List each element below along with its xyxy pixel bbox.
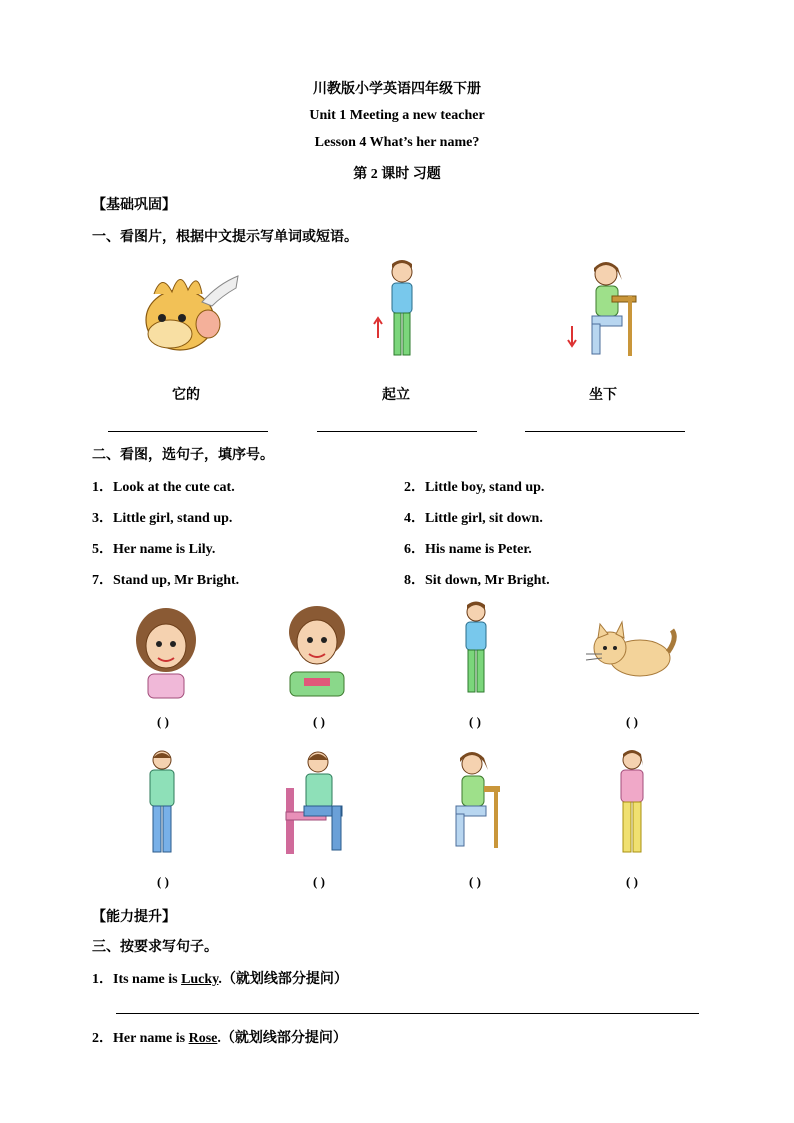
cat-icon <box>582 618 678 688</box>
part3-heading: 三、按要求写句子。 <box>92 940 218 955</box>
answer-paren-2[interactable]: ( ) <box>313 714 325 729</box>
part1-label-sit-down: 坐下 <box>589 388 617 403</box>
sentence-7: 7．Stand up, Mr Bright. <box>92 573 240 588</box>
question-1-suffix: .（就划线部分提问） <box>218 972 348 987</box>
girl-sitting-icon <box>562 256 642 372</box>
girl-sitting-small-icon <box>444 748 504 860</box>
answer-paren-7[interactable]: ( ) <box>469 874 481 889</box>
part1-heading: 一、看图片，根据中文提示写单词或短语。 <box>92 230 358 245</box>
question-2 <box>92 1027 347 1047</box>
part2-heading: 二、看图，选句子，填序号。 <box>92 448 274 463</box>
sentence-6: 6．His name is Peter. <box>404 542 532 557</box>
section-basic: 【基础巩固】 <box>92 198 176 213</box>
answer-line-2[interactable] <box>317 431 477 432</box>
sentence-5: 5．Her name is Lily. <box>92 542 216 557</box>
answer-paren-6[interactable]: ( ) <box>313 874 325 889</box>
sentence-2: 2．Little boy, stand up. <box>404 480 545 495</box>
answer-line-3[interactable] <box>525 431 685 432</box>
girl-lily-portrait-icon <box>130 604 202 700</box>
sentence-3: 3．Little girl, stand up. <box>92 511 233 526</box>
monkey-ear-icon <box>132 262 242 362</box>
boy-standing-icon <box>370 258 430 370</box>
unit-title: Unit 1 Meeting a new teacher <box>309 108 485 123</box>
sentence-8: 8．Sit down, Mr Bright. <box>404 573 550 588</box>
answer-paren-1[interactable]: ( ) <box>157 714 169 729</box>
answer-paren-5[interactable]: ( ) <box>157 874 169 889</box>
answer-paren-4[interactable]: ( ) <box>626 714 638 729</box>
answer-line-1[interactable] <box>108 431 268 432</box>
question-1-underlined: Lucky <box>181 972 219 987</box>
period-title: 第 2 课时 习题 <box>353 167 441 182</box>
worksheet-title: 川教版小学英语四年级下册 <box>313 82 481 97</box>
question-1-prefix: 1．Its name is <box>92 972 182 987</box>
sentence-4: 4．Little girl, sit down. <box>404 511 543 526</box>
answer-paren-3[interactable]: ( ) <box>469 714 481 729</box>
question-2-prefix: 2．Her name is <box>92 1031 189 1046</box>
part1-label-its: 它的 <box>172 388 200 403</box>
answer-line-q1[interactable] <box>116 1013 699 1014</box>
boy-peter-portrait-icon <box>284 602 350 698</box>
answer-paren-8[interactable]: ( ) <box>626 874 638 889</box>
question-1 <box>92 968 348 988</box>
lesson-title: Lesson 4 What’s her name? <box>314 135 480 150</box>
sentence-1: 1．Look at the cute cat. <box>92 480 235 495</box>
section-improve: 【能力提升】 <box>92 910 176 925</box>
mr-bright-sitting-icon <box>280 748 352 860</box>
boy-standing-small-icon <box>456 600 496 700</box>
part1-label-stand-up: 起立 <box>382 388 410 403</box>
girl-standing-icon <box>612 748 652 860</box>
mr-bright-standing-icon <box>142 748 182 858</box>
question-2-underlined: Rose <box>188 1031 218 1046</box>
question-2-suffix: .（就划线部分提问） <box>217 1031 347 1046</box>
